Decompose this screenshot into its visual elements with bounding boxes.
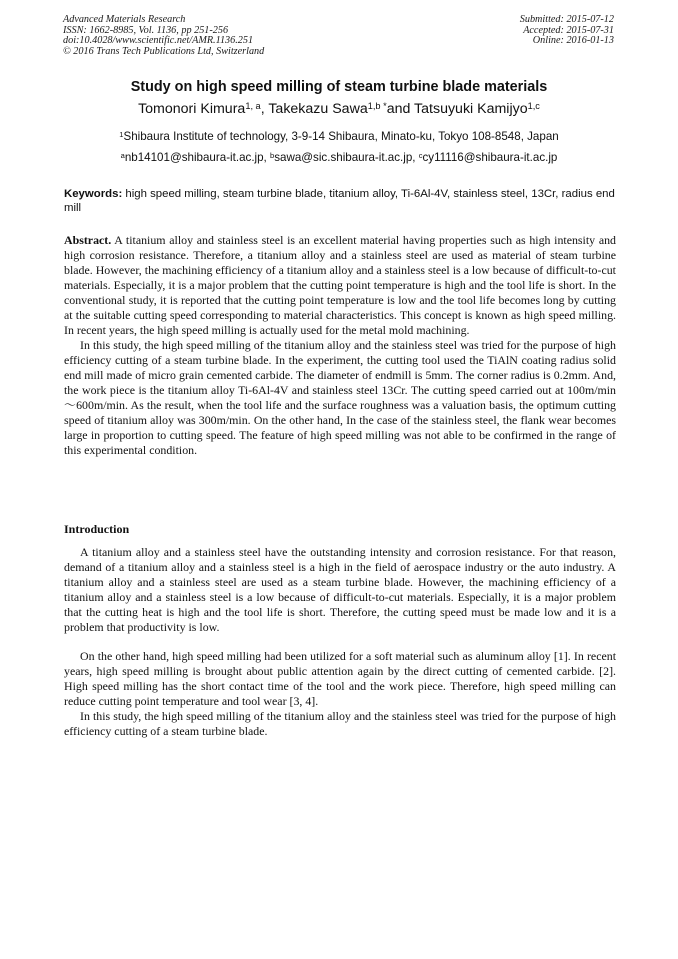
affiliation: [0, 130, 678, 143]
journal-name: Advanced Materials Research: [63, 14, 186, 25]
accepted-date: Accepted: 2015-07-31: [523, 24, 614, 36]
author-list: [0, 101, 678, 117]
author-name: Takekazu Sawa: [268, 101, 368, 117]
email-text: nb14101@shibaura-it.ac.jp,: [124, 151, 271, 164]
publication-dates: [520, 15, 614, 47]
abstract-text: A titanium alloy and stainless steel is an excellent material having properties such as high intensity and high corrosion resistance. Therefore, a titanium alloy and a stainless steel are used as material of steam turbine blade. However, the machining efficiency of a titanium alloy and a stainless steel is a low because of difficult-to-cut materials. Especially, it is a major problem that the cutting point temperature is high and the tool life is short. In the conventional study, it is reported that the cutting point temperature is low and the tool life becomes long by cutting at the suitable cutting speed corresponding to material characteristics. This concept is known as high speed milling. In recent years, the high speed milling is actually used for the metal mold machining.: [64, 233, 616, 337]
author-emails: [0, 151, 678, 164]
email-text: sawa@sic.shibaura-it.ac.jp,: [274, 151, 419, 164]
introduction-body: [64, 545, 616, 739]
publication-info: [63, 15, 264, 57]
body-paragraph: On the other hand, high speed milling had been utilized for a soft material such as aluminum alloy [1]. In recent years, high speed milling is brought about public attention again by the direct cutting of cemented carbide. [2]. High speed milling has the short contact time of the tool and the work piece. Therefore, high speed milling can reduce cutting point temperature and tool wear [3, 4].: [64, 649, 616, 708]
author-name: Tatsuyuki Kamijyo: [414, 101, 528, 117]
keywords-text: high speed milling, steam turbine blade, titanium alloy, Ti-6Al-4V, stainless steel, 13Cr, radius end mill: [64, 188, 615, 215]
online-date: Online: 2016-01-13: [532, 35, 614, 47]
copyright-line: © 2016 Trans Tech Publications Ltd, Switzerland: [63, 45, 265, 57]
email-text: cy11116@shibaura-it.ac.jp: [422, 151, 558, 164]
body-paragraph: A titanium alloy and a stainless steel have the outstanding intensity and corrosion resistance. For that reason, demand of a titanium alloy and a stainless steel is a high in the field of aerospace industry or the auto industry. A titanium alloy and a stainless steel are used as a steam turbine blade. However, the machining efficiency of a titanium alloy and a stainless steel is a low because of difficult-to-cut materials. Especially, it is a major problem that the cutting heat is high and the tool life is short. Therefore, the cutting speed must be made low and it is a problem that productivity is low.: [64, 545, 616, 634]
section-heading-introduction: Introduction: [64, 522, 130, 536]
email-mark: a: [120, 150, 125, 160]
author-separator: ,: [260, 101, 269, 117]
author-affiliation-mark: 1,c: [527, 100, 540, 111]
author-separator: and: [386, 101, 415, 117]
author-name: Tomonori Kimura: [138, 101, 246, 117]
author-affiliation-mark: 1,b *: [367, 100, 387, 111]
keywords: [64, 187, 616, 215]
email-mark: c: [418, 150, 423, 160]
issn-line: ISSN: 1662-8985, Vol. 1136, pp 251-256: [63, 24, 229, 36]
abstract: [64, 233, 616, 458]
abstract-paragraph: [64, 233, 616, 338]
submitted-date: Submitted: 2015-07-12: [519, 14, 614, 25]
affiliation-text: Shibaura Institute of technology, 3-9-14 Shibaura, Minato-ku, Tokyo 108-8548, Japan: [123, 130, 559, 143]
abstract-label: Abstract.: [64, 233, 112, 247]
keywords-label: Keywords:: [64, 188, 123, 200]
affiliation-mark: 1: [119, 129, 124, 139]
abstract-paragraph: In this study, the high speed milling of the titanium alloy and the stainless steel was tried for the purpose of high efficiency cutting of a steam turbine blade. In the experiment, the cutting tool used the TiAlN coating radius solid end mill made of micro grain cemented carbide. The diameter of endmill is 5mm. The corner radius is 0.2mm. And, the work piece is the titanium alloy Ti-6Al-4V and stainless steel 13Cr. The cutting speed carried out at 100m/min～600m/min. As the result, when the tool life and the surface roughness was a valuation basis, the optimum cutting speed of titanium alloy was 300m/min. On the other hand, In the case of the stainless steel, the flank wear becomes large in proportion to cutting speed. The feature of high speed milling was not able to be confirmed in the range of this experimental condition.: [64, 338, 616, 457]
paper-title: Study on high speed milling of steam turbine blade materials: [130, 79, 548, 95]
email-mark: b: [270, 150, 275, 160]
body-paragraph: In this study, the high speed milling of the titanium alloy and the stainless steel was tried for the purpose of high efficiency cutting of a steam turbine blade.: [64, 709, 616, 738]
author-affiliation-mark: 1, a: [245, 100, 261, 111]
doi-line: doi:10.4028/www.scientific.net/AMR.1136.251: [63, 35, 254, 47]
